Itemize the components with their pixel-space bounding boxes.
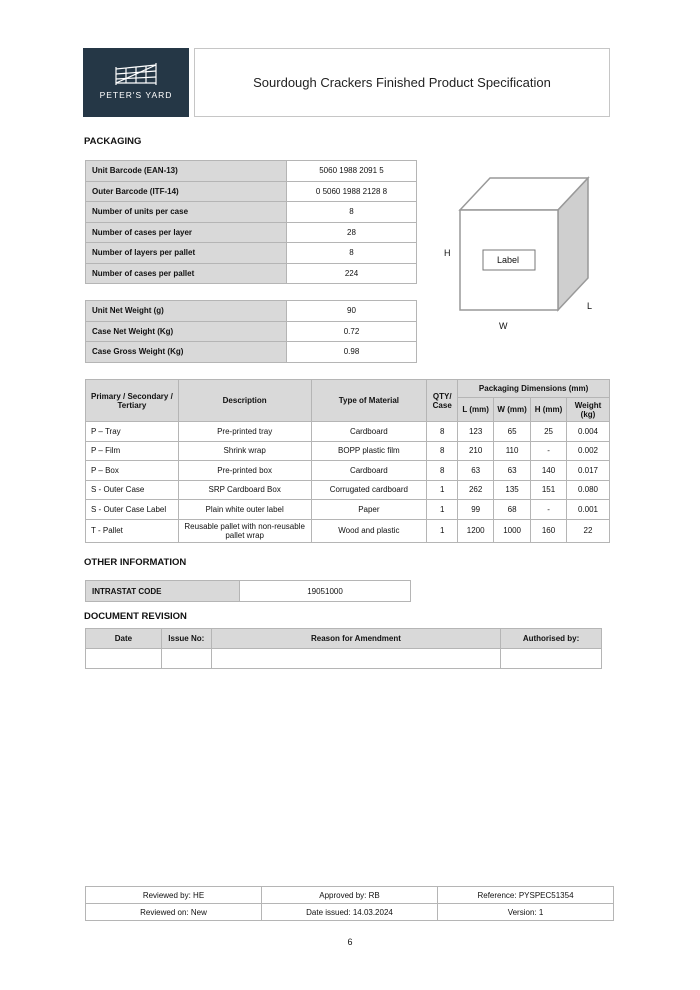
description-cell: Pre-printed box <box>178 461 311 481</box>
row-value: 0.72 <box>287 321 417 342</box>
qty-cell: 1 <box>427 519 458 542</box>
description-cell: Shrink wrap <box>178 441 311 461</box>
weight-cell: 0.001 <box>567 500 610 520</box>
level-cell: T - Pallet <box>86 519 179 542</box>
row-value: 0 5060 1988 2128 8 <box>287 181 417 202</box>
intrastat-value: 19051000 <box>240 581 411 602</box>
table-row <box>86 461 610 481</box>
row-label: Case Gross Weight (Kg) <box>86 342 287 363</box>
table-row <box>86 263 417 284</box>
reviewed-on: Reviewed on: New <box>86 904 262 921</box>
document-title-box <box>194 48 610 117</box>
table-row <box>86 161 417 182</box>
table-row <box>86 649 602 669</box>
level-cell: P – Film <box>86 441 179 461</box>
gate-logo-icon <box>114 61 158 87</box>
material-cell: Wood and plastic <box>311 519 427 542</box>
w-cell: 135 <box>494 480 531 500</box>
box-icon <box>440 170 600 340</box>
level-cell: P – Box <box>86 461 179 481</box>
l-cell: 262 <box>458 480 494 500</box>
col-level: Primary / Secondary / Tertiary <box>86 380 179 422</box>
l-cell: 210 <box>458 441 494 461</box>
material-cell: Paper <box>311 500 427 520</box>
table-row <box>86 441 610 461</box>
col-weight: Weight (kg) <box>567 398 610 422</box>
l-cell: 123 <box>458 422 494 442</box>
w-cell: 68 <box>494 500 531 520</box>
other-information-heading: OTHER INFORMATION <box>84 557 187 568</box>
h-cell: - <box>531 500 567 520</box>
row-label: Case Net Weight (Kg) <box>86 321 287 342</box>
weight-cell: 0.080 <box>567 480 610 500</box>
row-label: Number of cases per layer <box>86 222 287 243</box>
footer-table <box>85 886 614 921</box>
version: Version: 1 <box>438 904 614 921</box>
barcode-table <box>85 160 417 284</box>
row-value: 0.98 <box>287 342 417 363</box>
qty-cell: 1 <box>427 480 458 500</box>
weight-cell: 0.004 <box>567 422 610 442</box>
h-cell: 25 <box>531 422 567 442</box>
document-revision-heading: DOCUMENT REVISION <box>84 611 187 622</box>
label-marker: Label <box>497 255 520 265</box>
qty-cell: 8 <box>427 422 458 442</box>
row-label: Outer Barcode (ITF-14) <box>86 181 287 202</box>
table-row <box>86 222 417 243</box>
table-row <box>86 301 417 322</box>
level-cell: S - Outer Case <box>86 480 179 500</box>
qty-cell: 8 <box>427 461 458 481</box>
l-cell: 1200 <box>458 519 494 542</box>
w-cell: 63 <box>494 461 531 481</box>
material-cell: Cardboard <box>311 422 427 442</box>
width-marker: W <box>499 321 508 331</box>
row-value: 8 <box>287 243 417 264</box>
logo-text: PETER'S YARD <box>99 90 173 100</box>
material-cell: Cardboard <box>311 461 427 481</box>
qty-cell: 8 <box>427 441 458 461</box>
document-title: Sourdough Crackers Finished Product Specification <box>253 75 551 90</box>
description-cell: Plain white outer label <box>178 500 311 520</box>
height-marker: H <box>444 248 451 258</box>
col-authorised: Authorised by: <box>501 629 602 649</box>
page-number: 6 <box>347 937 353 947</box>
l-cell: 63 <box>458 461 494 481</box>
col-h: H (mm) <box>531 398 567 422</box>
case-dimension-diagram <box>440 170 600 340</box>
description-cell: Reusable pallet with non-reusable pallet wrap <box>178 519 311 542</box>
revision-table <box>85 628 602 669</box>
row-value: 8 <box>287 202 417 223</box>
col-material: Type of Material <box>311 380 427 422</box>
reviewed-by: Reviewed by: HE <box>86 887 262 904</box>
w-cell: 1000 <box>494 519 531 542</box>
row-label: Number of layers per pallet <box>86 243 287 264</box>
row-value: 28 <box>287 222 417 243</box>
table-row <box>86 202 417 223</box>
row-label: Unit Barcode (EAN-13) <box>86 161 287 182</box>
weight-cell: 22 <box>567 519 610 542</box>
table-row <box>86 321 417 342</box>
weight-cell: 0.017 <box>567 461 610 481</box>
col-description: Description <box>178 380 311 422</box>
col-reason: Reason for Amendment <box>211 629 500 649</box>
intrastat-table <box>85 580 411 602</box>
revision-authorised-cell <box>501 649 602 669</box>
approved-by: Approved by: RB <box>262 887 438 904</box>
weight-table <box>85 300 417 363</box>
row-label: Unit Net Weight (g) <box>86 301 287 322</box>
table-row <box>86 500 610 520</box>
date-issued: Date issued: 14.03.2024 <box>262 904 438 921</box>
level-cell: P – Tray <box>86 422 179 442</box>
row-label: Number of cases per pallet <box>86 263 287 284</box>
table-row <box>86 519 610 542</box>
h-cell: - <box>531 441 567 461</box>
description-cell: SRP Cardboard Box <box>178 480 311 500</box>
col-qty: QTY/ Case <box>427 380 458 422</box>
weight-cell: 0.002 <box>567 441 610 461</box>
col-issue: Issue No: <box>161 629 211 649</box>
w-cell: 65 <box>494 422 531 442</box>
length-marker: L <box>587 301 593 311</box>
h-cell: 160 <box>531 519 567 542</box>
col-date: Date <box>86 629 162 649</box>
col-w: W (mm) <box>494 398 531 422</box>
row-value: 224 <box>287 263 417 284</box>
row-value: 5060 1988 2091 5 <box>287 161 417 182</box>
packaging-dimensions-table <box>85 379 610 543</box>
w-cell: 110 <box>494 441 531 461</box>
packaging-heading: PACKAGING <box>84 136 142 147</box>
material-cell: Corrugated cardboard <box>311 480 427 500</box>
revision-date-cell <box>86 649 162 669</box>
l-cell: 99 <box>458 500 494 520</box>
h-cell: 151 <box>531 480 567 500</box>
col-l: L (mm) <box>458 398 494 422</box>
description-cell: Pre-printed tray <box>178 422 311 442</box>
table-row <box>86 181 417 202</box>
company-logo <box>83 48 189 117</box>
material-cell: BOPP plastic film <box>311 441 427 461</box>
table-row <box>86 422 610 442</box>
intrastat-label: INTRASTAT CODE <box>86 581 240 602</box>
table-row <box>86 342 417 363</box>
revision-issue-cell <box>161 649 211 669</box>
row-value: 90 <box>287 301 417 322</box>
table-row <box>86 480 610 500</box>
table-row <box>86 243 417 264</box>
reference: Reference: PYSPEC51354 <box>438 887 614 904</box>
col-dims-group: Packaging Dimensions (mm) <box>458 380 610 398</box>
qty-cell: 1 <box>427 500 458 520</box>
revision-reason-cell <box>211 649 500 669</box>
row-label: Number of units per case <box>86 202 287 223</box>
level-cell: S - Outer Case Label <box>86 500 179 520</box>
h-cell: 140 <box>531 461 567 481</box>
